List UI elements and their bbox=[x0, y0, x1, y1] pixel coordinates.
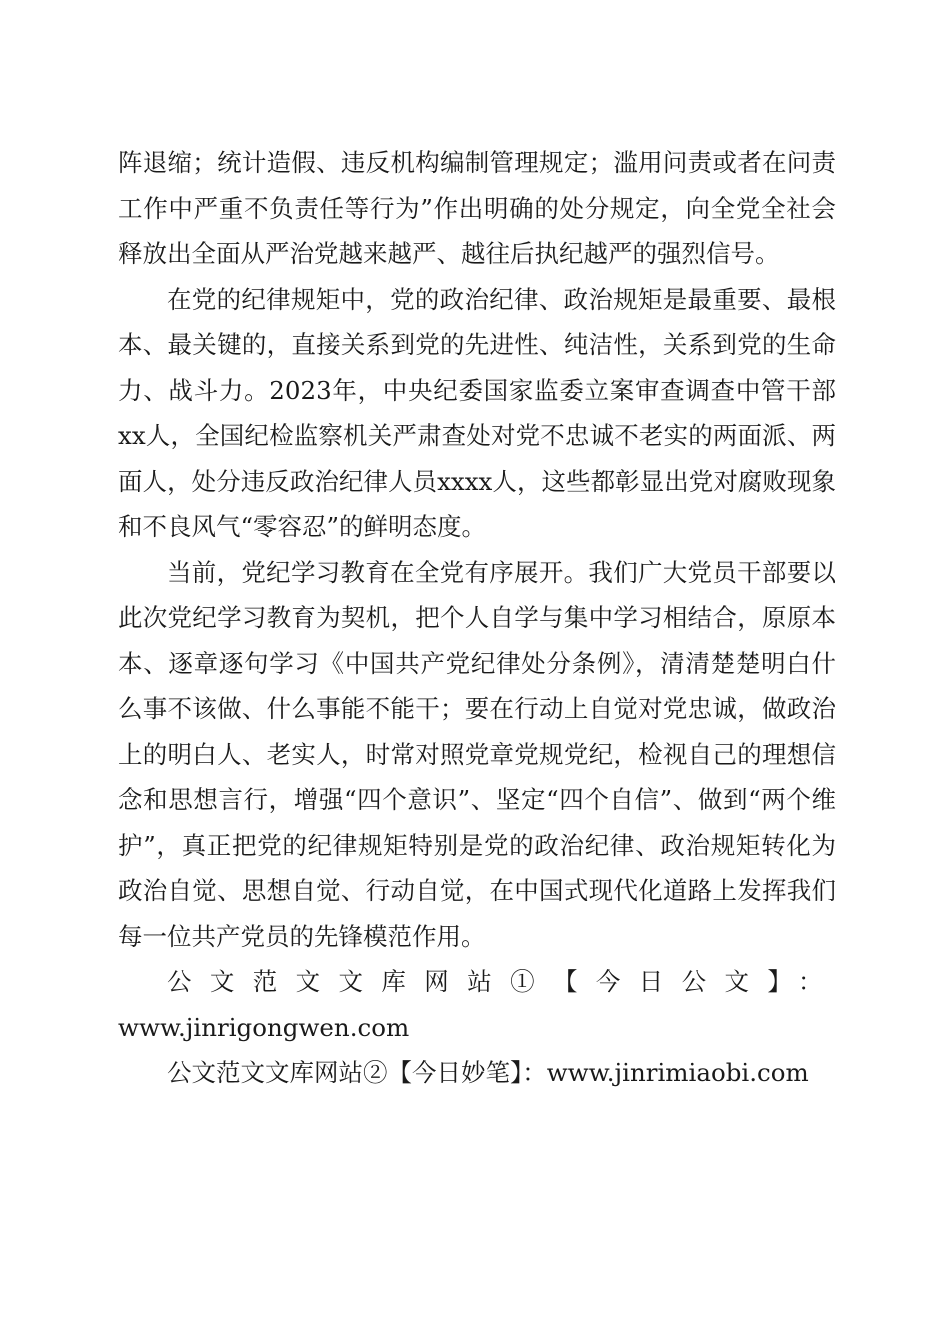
footer-site-2-url[interactable]: www.jinrimiaobi.com bbox=[546, 1058, 809, 1087]
footer-site-1-url[interactable]: www.jinrigongwen.com bbox=[118, 1012, 410, 1042]
footer-site-2 bbox=[118, 1050, 836, 1096]
paragraph-1: 阵退缩；统计造假、违反机构编制管理规定；滥用问责或者在问责工作中严重不负责任等行为”作出明确的处分规定，向全党全社会释放出全面从严治党越来越严、越往后执纪越严的强烈信号。 bbox=[118, 148, 836, 268]
paragraph-3: 当前，党纪学习教育在全党有序展开。我们广大党员干部要以此次党纪学习教育为契机，把个人自学与集中学习相结合，原原本本、逐章逐句学习《中国共产党纪律处分条例》，清清楚楚明白什么事不该做、什么事能不能干；要在行动上自觉对党忠诚，做政治上的明白人、老实人，时常对照党章党规党纪，检视自己的理想信念和思想言行，增强“四个意识”、坚定“四个自信”、做到“两个维护”，真正把党的纪律规矩特别是党的政治纪律、政治规矩转化为政治自觉、思想自觉、行动自觉，在中国式现代化道路上发挥我们每一位共产党员的先锋模范作用。 bbox=[118, 557, 836, 951]
footer-site-1-label: 公文范文文库网站①【今日公文】： bbox=[167, 967, 836, 996]
document-body bbox=[118, 140, 836, 1096]
footer-site-1 bbox=[118, 959, 836, 1050]
footer-site-2-label: 公文范文文库网站②【今日妙笔】： bbox=[167, 1058, 547, 1087]
paragraph-2: 在党的纪律规矩中，党的政治纪律、政治规矩是最重要、最根本、最关键的，直接关系到党的先进性、纯洁性，关系到党的生命力、战斗力。2023年，中央纪委国家监委立案审查调查中管干部xx人，全国纪检监察机关严肃查处对党不忠诚不老实的两面派、两面人，处分违反政治纪律人员xxxx人，这些都彰显出党对腐败现象和不良风气“零容忍”的鲜明态度。 bbox=[118, 284, 836, 541]
